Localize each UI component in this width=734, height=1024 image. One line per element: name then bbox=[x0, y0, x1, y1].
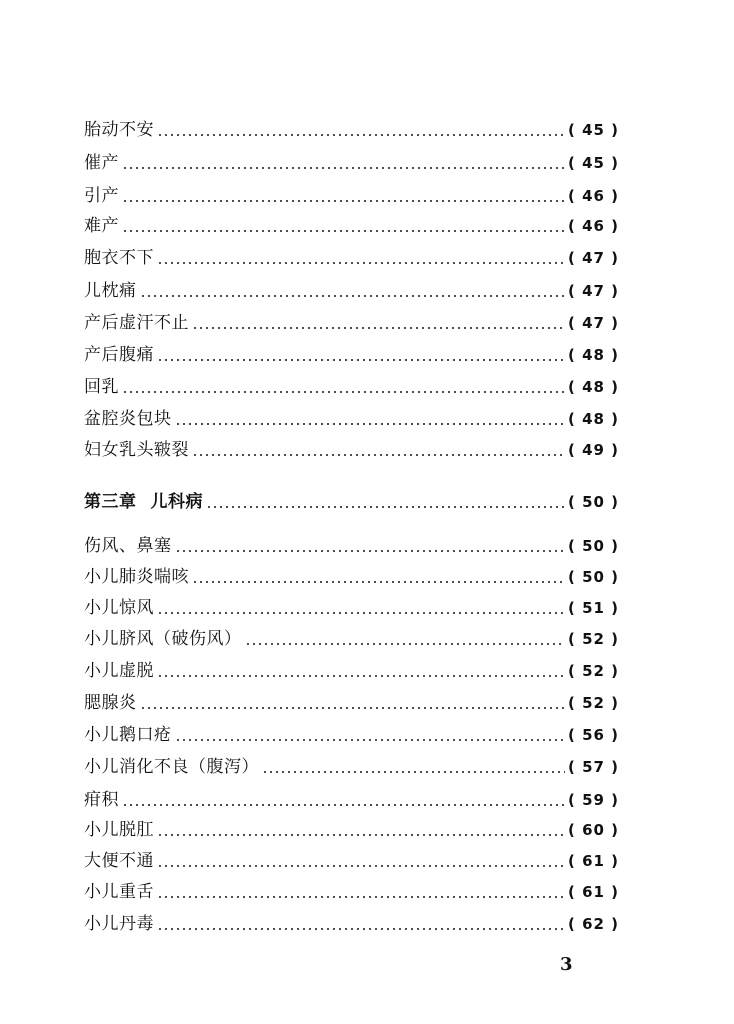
dot-leader bbox=[175, 423, 566, 425]
toc-entry-title: 引产 bbox=[84, 186, 119, 206]
dot-leader bbox=[192, 327, 565, 329]
dot-leader bbox=[122, 804, 565, 806]
toc-entry-page: ( 46 ) bbox=[568, 217, 620, 235]
toc-entry bbox=[84, 116, 624, 144]
toc-entry-title: 腮腺炎 bbox=[84, 693, 137, 713]
toc-entry-title: 大便不通 bbox=[84, 851, 154, 871]
toc-entry-title: 小儿惊风 bbox=[84, 598, 154, 618]
toc-entry-page: ( 51 ) bbox=[568, 599, 620, 617]
dot-leader bbox=[206, 506, 565, 508]
toc-entry-page: ( 47 ) bbox=[568, 314, 620, 332]
dot-leader bbox=[122, 391, 565, 393]
dot-leader bbox=[122, 230, 565, 232]
chapter-number: 第三章 bbox=[84, 492, 137, 512]
toc-entry bbox=[84, 847, 624, 875]
toc-entry-page: ( 47 ) bbox=[568, 282, 620, 300]
toc-entry-title: 疳积 bbox=[84, 790, 119, 810]
toc-entry bbox=[84, 373, 624, 401]
toc-entry bbox=[84, 689, 624, 717]
toc-entry-title: 难产 bbox=[84, 216, 119, 236]
toc-entry-title: 小儿虚脱 bbox=[84, 661, 154, 681]
toc-entry bbox=[84, 910, 624, 938]
toc-entry bbox=[84, 753, 624, 781]
toc-entry bbox=[84, 563, 624, 591]
toc-entry-page: ( 52 ) bbox=[568, 694, 620, 712]
toc-entry bbox=[84, 436, 624, 464]
toc-entry-title: 小儿脐风（破伤风） bbox=[84, 629, 242, 649]
toc-entry-page: ( 46 ) bbox=[568, 187, 620, 205]
toc-entry-page: ( 48 ) bbox=[568, 346, 620, 364]
dot-leader bbox=[157, 612, 565, 614]
toc-entry bbox=[84, 405, 624, 433]
toc-entry-title: 儿枕痛 bbox=[84, 281, 137, 301]
toc-entry-page: ( 45 ) bbox=[568, 154, 620, 172]
toc-entry-page: ( 62 ) bbox=[568, 915, 620, 933]
chapter-heading bbox=[84, 488, 624, 516]
toc-entry-page: ( 50 ) bbox=[568, 537, 620, 555]
dot-leader bbox=[157, 262, 565, 264]
page-number: 3 bbox=[560, 954, 573, 975]
toc-entry-title: 催产 bbox=[84, 153, 119, 173]
toc-entry-title: 小儿鹅口疮 bbox=[84, 725, 172, 745]
toc-entry-title: 小儿消化不良（腹泻） bbox=[84, 757, 259, 777]
toc-entry-page: ( 57 ) bbox=[568, 758, 620, 776]
toc-entry-title: 伤风、鼻塞 bbox=[84, 536, 172, 556]
toc-entry bbox=[84, 594, 624, 622]
toc-entry-title: 胞衣不下 bbox=[84, 248, 154, 268]
toc-entry-page: ( 52 ) bbox=[568, 662, 620, 680]
dot-leader bbox=[175, 739, 566, 741]
toc-entry-page: ( 56 ) bbox=[568, 726, 620, 744]
toc-entry-page: ( 45 ) bbox=[568, 121, 620, 139]
toc-entry-title: 回乳 bbox=[84, 377, 119, 397]
toc-entry-page: ( 50 ) bbox=[568, 568, 620, 586]
dot-leader bbox=[245, 643, 566, 645]
toc-entry bbox=[84, 786, 624, 814]
toc-entry bbox=[84, 244, 624, 272]
dot-leader bbox=[157, 675, 565, 677]
toc-entry-page: ( 47 ) bbox=[568, 249, 620, 267]
toc-entry bbox=[84, 341, 624, 369]
dot-leader bbox=[157, 834, 565, 836]
toc-entry-title: 产后虚汗不止 bbox=[84, 313, 189, 333]
toc-entry-title: 胎动不安 bbox=[84, 120, 154, 140]
dot-leader bbox=[157, 896, 565, 898]
toc-entry-page: ( 48 ) bbox=[568, 410, 620, 428]
dot-leader bbox=[122, 200, 565, 202]
toc-entry-page: ( 59 ) bbox=[568, 791, 620, 809]
dot-leader bbox=[157, 928, 565, 930]
toc-entry-title: 小儿丹毒 bbox=[84, 914, 154, 934]
toc-entry-page: ( 61 ) bbox=[568, 883, 620, 901]
toc-entry-title: 小儿脱肛 bbox=[84, 820, 154, 840]
toc-entry bbox=[84, 625, 624, 653]
toc-entry bbox=[84, 277, 624, 305]
chapter-title bbox=[84, 488, 203, 516]
toc-entry-page: ( 48 ) bbox=[568, 378, 620, 396]
dot-leader bbox=[140, 295, 566, 297]
toc-entry bbox=[84, 816, 624, 844]
dot-leader bbox=[140, 707, 566, 709]
dot-leader bbox=[122, 167, 565, 169]
toc-entry-title: 妇女乳头皲裂 bbox=[84, 440, 189, 460]
toc-entry bbox=[84, 212, 624, 240]
toc-entry bbox=[84, 532, 624, 560]
dot-leader bbox=[262, 771, 565, 773]
toc-entry-page: ( 49 ) bbox=[568, 441, 620, 459]
toc-entry bbox=[84, 657, 624, 685]
toc-entry bbox=[84, 721, 624, 749]
dot-leader bbox=[175, 550, 566, 552]
dot-leader bbox=[157, 134, 565, 136]
dot-leader bbox=[157, 359, 565, 361]
toc-entry bbox=[84, 309, 624, 337]
toc-entry-page: ( 52 ) bbox=[568, 630, 620, 648]
toc-entry-title: 小儿肺炎喘咳 bbox=[84, 567, 189, 587]
chapter-page: ( 50 ) bbox=[568, 493, 620, 511]
chapter-name: 儿科病 bbox=[150, 492, 203, 512]
toc-entry bbox=[84, 182, 624, 210]
dot-leader bbox=[192, 581, 565, 583]
toc-entry-title: 产后腹痛 bbox=[84, 345, 154, 365]
toc-entry-title: 盆腔炎包块 bbox=[84, 409, 172, 429]
dot-leader bbox=[192, 454, 565, 456]
toc-entry bbox=[84, 878, 624, 906]
dot-leader bbox=[157, 865, 565, 867]
toc-entry-page: ( 60 ) bbox=[568, 821, 620, 839]
toc-entry bbox=[84, 149, 624, 177]
toc-entry-page: ( 61 ) bbox=[568, 852, 620, 870]
toc-entry-title: 小儿重舌 bbox=[84, 882, 154, 902]
